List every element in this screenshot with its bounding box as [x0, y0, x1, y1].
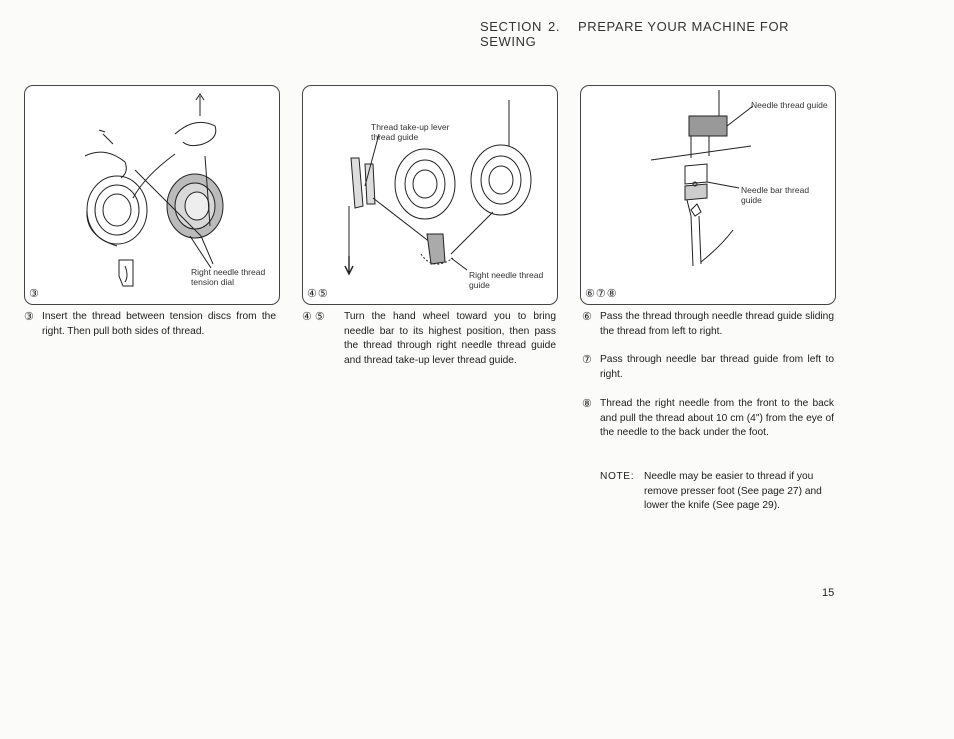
- illustration-panel-678: [580, 85, 836, 305]
- tension-dial-label: Right needle thread tension dial: [191, 267, 266, 287]
- step-marker: ⑥: [582, 311, 592, 323]
- panel-number: ⑥⑦⑧: [585, 288, 618, 300]
- step-text: Insert the thread between tension discs from the right. Then pull both sides of thread.: [42, 311, 276, 337]
- illustration-panel-3: [24, 85, 280, 305]
- step-marker: ④ ⑤: [302, 311, 325, 323]
- step-marker: ⑦: [582, 354, 592, 366]
- step-text: Pass through needle bar thread guide from left to right.: [600, 354, 834, 380]
- needle-bar-guide-label: Needle bar thread guide: [741, 185, 810, 205]
- note-block: [600, 470, 836, 514]
- step-8: [582, 397, 834, 441]
- section-label: SECTION: [480, 19, 542, 34]
- step-text: Thread the right needle from the front to the back and pull the thread about 10 cm (4") from the eye of the needle to the back under the foot.: [600, 398, 834, 439]
- step-text: Pass the thread through needle thread guide sliding the thread from left to right.: [600, 311, 834, 337]
- step-marker: ⑧: [582, 398, 592, 410]
- step-7: [582, 353, 834, 382]
- illustration-panel-45: [302, 85, 558, 305]
- section-title: PREPARE YOUR MACHINE FOR SEWING: [480, 19, 790, 49]
- right-guide-label: Right needle thread guide: [469, 270, 544, 290]
- page-number: 15: [822, 587, 835, 599]
- step-text: Turn the hand wheel toward you to bring needle bar to its highest position, then pass the thread through right needle thread guide and thread take-up lever thread guide.: [344, 311, 556, 366]
- needle-thread-guide-label: Needle thread guide: [751, 100, 828, 110]
- section-number: 2.: [547, 19, 561, 34]
- step-marker: ③: [24, 311, 34, 323]
- takeup-guide-label: Thread take-up lever thread guide: [371, 122, 450, 142]
- step-3: [24, 310, 276, 339]
- panel-number: ③: [29, 288, 40, 300]
- note-label: NOTE:: [600, 471, 635, 482]
- step-4-5: [302, 310, 556, 368]
- panel-number: ④⑤: [307, 288, 329, 300]
- section-header: [480, 19, 840, 49]
- step-6: [582, 310, 834, 339]
- note-text: Needle may be easier to thread if you remove presser foot (See page 27) and lower the knife (See page 29).: [644, 471, 822, 512]
